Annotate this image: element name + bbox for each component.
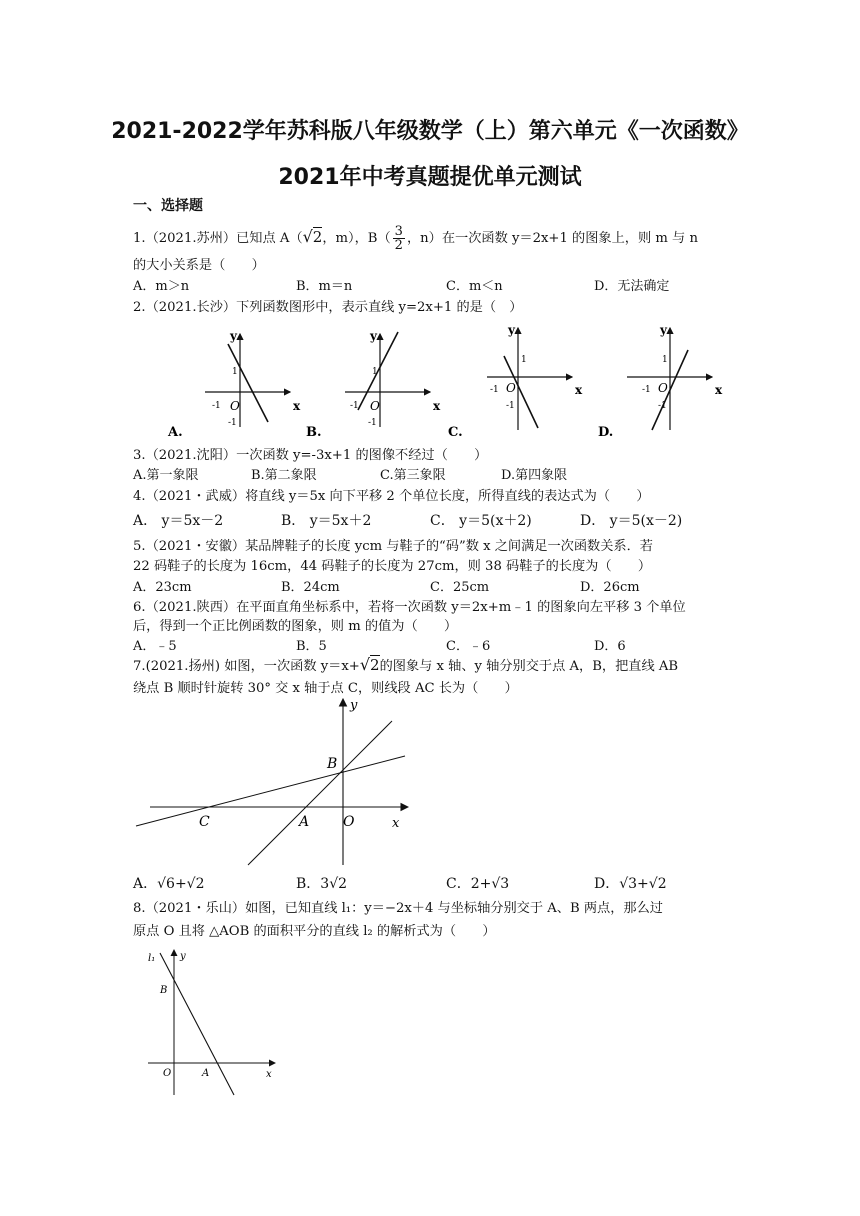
graph-origin-label: O — [658, 381, 668, 395]
q3-option-a: A.第一象限 — [133, 468, 199, 483]
graph-neg1x-label: -1 — [642, 385, 651, 395]
fig-y-label: y — [180, 951, 186, 962]
graph-letter: B. — [306, 425, 322, 440]
q4-stem: 4.（2021・武威）将直线 y＝5x 向下平移 2 个单位长度，所得直线的表达式为（ ） — [133, 489, 650, 504]
fig-y-label: y — [350, 698, 358, 713]
page-subtitle: 2021年中考真题提优单元测试 — [278, 165, 582, 190]
q4-option-a: A． y＝5x－2 — [133, 513, 224, 529]
q6-option-a: A．﹣5 — [133, 639, 177, 654]
graph-neg1x-label: -1 — [350, 401, 359, 411]
graph-one-label: 1 — [662, 355, 668, 365]
q8-stem-line2: 原点 O 且将 △AOB 的面积平分的直线 l₂ 的解析式为（ ） — [133, 924, 496, 939]
q2-graph-a — [167, 329, 301, 440]
fig-x-label: x — [392, 816, 400, 831]
q7-stem-line1 — [133, 655, 678, 674]
q2-graphs — [160, 322, 750, 442]
graph-neg1y-label: -1 — [368, 418, 377, 428]
q1-sqrt-value: 2 — [312, 228, 323, 246]
page-title: 2021-2022学年苏科版八年级数学（上）第六单元《一次函数》 — [111, 119, 749, 144]
q4-option-c: C． y＝5(x＋2) — [430, 513, 532, 529]
graph-neg1y-label: -1 — [228, 418, 237, 428]
graph-x-label: x — [433, 399, 441, 413]
q1-option-a: A．m＞n — [133, 279, 190, 294]
q8-figure — [140, 945, 290, 1100]
q4-option-d: D． y＝5(x－2) — [580, 513, 683, 529]
q7-figure — [130, 695, 420, 870]
graph-letter: A. — [168, 425, 183, 440]
graph-origin-label: O — [506, 381, 516, 395]
fig-point-a: A — [299, 814, 310, 830]
q1-option-d: D．无法确定 — [594, 279, 670, 294]
q6-option-d: D．6 — [594, 639, 626, 654]
q5-option-a: A．23cm — [133, 580, 192, 595]
graph-y-label: y — [508, 323, 515, 337]
q1-fraction — [393, 225, 405, 252]
fig-point-b: B — [160, 985, 168, 996]
graph-one-label: 1 — [232, 367, 238, 377]
graph-letter: D. — [598, 425, 614, 440]
q7-text-a: 7.(2021.扬州) 如图，一次函数 y＝x+ — [133, 659, 360, 674]
q7-option-d: D．√3+√2 — [594, 876, 667, 892]
frac-numerator: 3 — [394, 224, 403, 239]
q3-option-b: B.第二象限 — [251, 468, 317, 483]
section-heading: 一、选择题 — [133, 198, 203, 214]
graph-y-label: y — [660, 323, 667, 337]
fig-line-l1-label: l₁ — [148, 953, 156, 964]
fig-origin: O — [163, 1068, 172, 1079]
graph-origin-label: O — [230, 399, 240, 413]
graph-neg1x-label: -1 — [212, 401, 221, 411]
q2-stem: 2.（2021.长沙）下列函数图形中，表示直线 y=2x+1 的是（ ） — [133, 300, 523, 315]
q1-text-a: 1.（2021.苏州）已知点 A（ — [133, 231, 303, 246]
fig-x-label: x — [266, 1069, 272, 1080]
fig-origin: O — [343, 814, 355, 830]
q2-graph-c — [448, 323, 583, 440]
q4-option-b: B． y＝5x＋2 — [281, 513, 372, 529]
q6-stem-line2: 后，得到一个正比例函数的图象，则 m 的值为（ ） — [133, 619, 458, 634]
q7-option-a: A．√6+√2 — [133, 876, 205, 892]
q7-option-b: B．3√2 — [296, 876, 348, 892]
fig-point-c: C — [199, 814, 210, 830]
q1-option-c: C．m＜n — [446, 279, 503, 294]
q3-option-d: D.第四象限 — [501, 468, 568, 483]
q7-sqrt-value: 2 — [370, 656, 380, 674]
q2-graph-d — [598, 323, 723, 440]
q7-stem-line2: 绕点 B 顺时针旋转 30° 交 x 轴于点 C，则线段 AC 长为（ ） — [133, 681, 518, 696]
q3-stem: 3.（2021.沈阳）一次函数 y=-3x+1 的图像不经过（ ） — [133, 448, 488, 463]
q6-option-b: B．5 — [296, 639, 327, 654]
graph-neg1x-label: -1 — [490, 385, 499, 395]
q7-text-c: 的图象与 x 轴、y 轴分别交于点 A，B，把直线 AB — [379, 659, 679, 674]
graph-x-label: x — [293, 399, 301, 413]
sqrt-symbol: √ — [359, 655, 371, 674]
q5-stem-line1: 5.（2021・安徽）某品牌鞋子的长度 ycm 与鞋子的“码”数 x 之间满足一次函数关系．若 — [133, 539, 653, 554]
q1-text-d: ，n）在一次函数 y＝2x+1 的图象上，则 m 与 n — [406, 231, 698, 246]
q1-stem-line2: 的大小关系是（ ） — [133, 258, 265, 273]
q1-option-b: B．m＝n — [296, 279, 353, 294]
fig-point-b: B — [327, 756, 338, 772]
q2-graph-b — [306, 329, 441, 440]
graph-x-label: x — [715, 383, 723, 397]
q5-option-d: D．26cm — [580, 580, 640, 595]
fig-point-a: A — [202, 1068, 210, 1079]
q3-option-c: C.第三象限 — [380, 468, 446, 483]
q5-option-c: C．25cm — [430, 580, 490, 595]
q1-text-c: ，m），B（ — [322, 231, 391, 246]
graph-one-label: 1 — [521, 355, 527, 365]
graph-neg1y-label: -1 — [506, 401, 515, 411]
graph-letter: C. — [448, 425, 463, 440]
q5-option-b: B．24cm — [281, 580, 340, 595]
q5-stem-line2: 22 码鞋子的长度为 16cm，44 码鞋子的长度为 27cm，则 38 码鞋子的长度为（ ） — [133, 559, 652, 574]
sqrt-symbol: √ — [302, 227, 313, 246]
q6-option-c: C．﹣6 — [446, 639, 491, 654]
q7-option-c: C．2+√3 — [446, 876, 510, 892]
graph-neg1y-label: -1 — [658, 401, 667, 411]
q6-stem-line1: 6.（2021.陕西）在平面直角坐标系中，若将一次函数 y＝2x+m﹣1 的图象向左平移 3 个单位 — [133, 600, 686, 615]
frac-denominator: 2 — [394, 238, 403, 253]
graph-origin-label: O — [370, 399, 380, 413]
graph-x-label: x — [575, 383, 583, 397]
q8-stem-line1: 8.（2021・乐山）如图，已知直线 l₁：y＝−2x＋4 与坐标轴分别交于 A、B 两点，那么过 — [133, 901, 663, 916]
q1-stem-line1 — [133, 225, 698, 252]
graph-one-label: 1 — [372, 367, 378, 377]
graph-y-label: y — [230, 329, 237, 343]
graph-y-label: y — [370, 329, 377, 343]
